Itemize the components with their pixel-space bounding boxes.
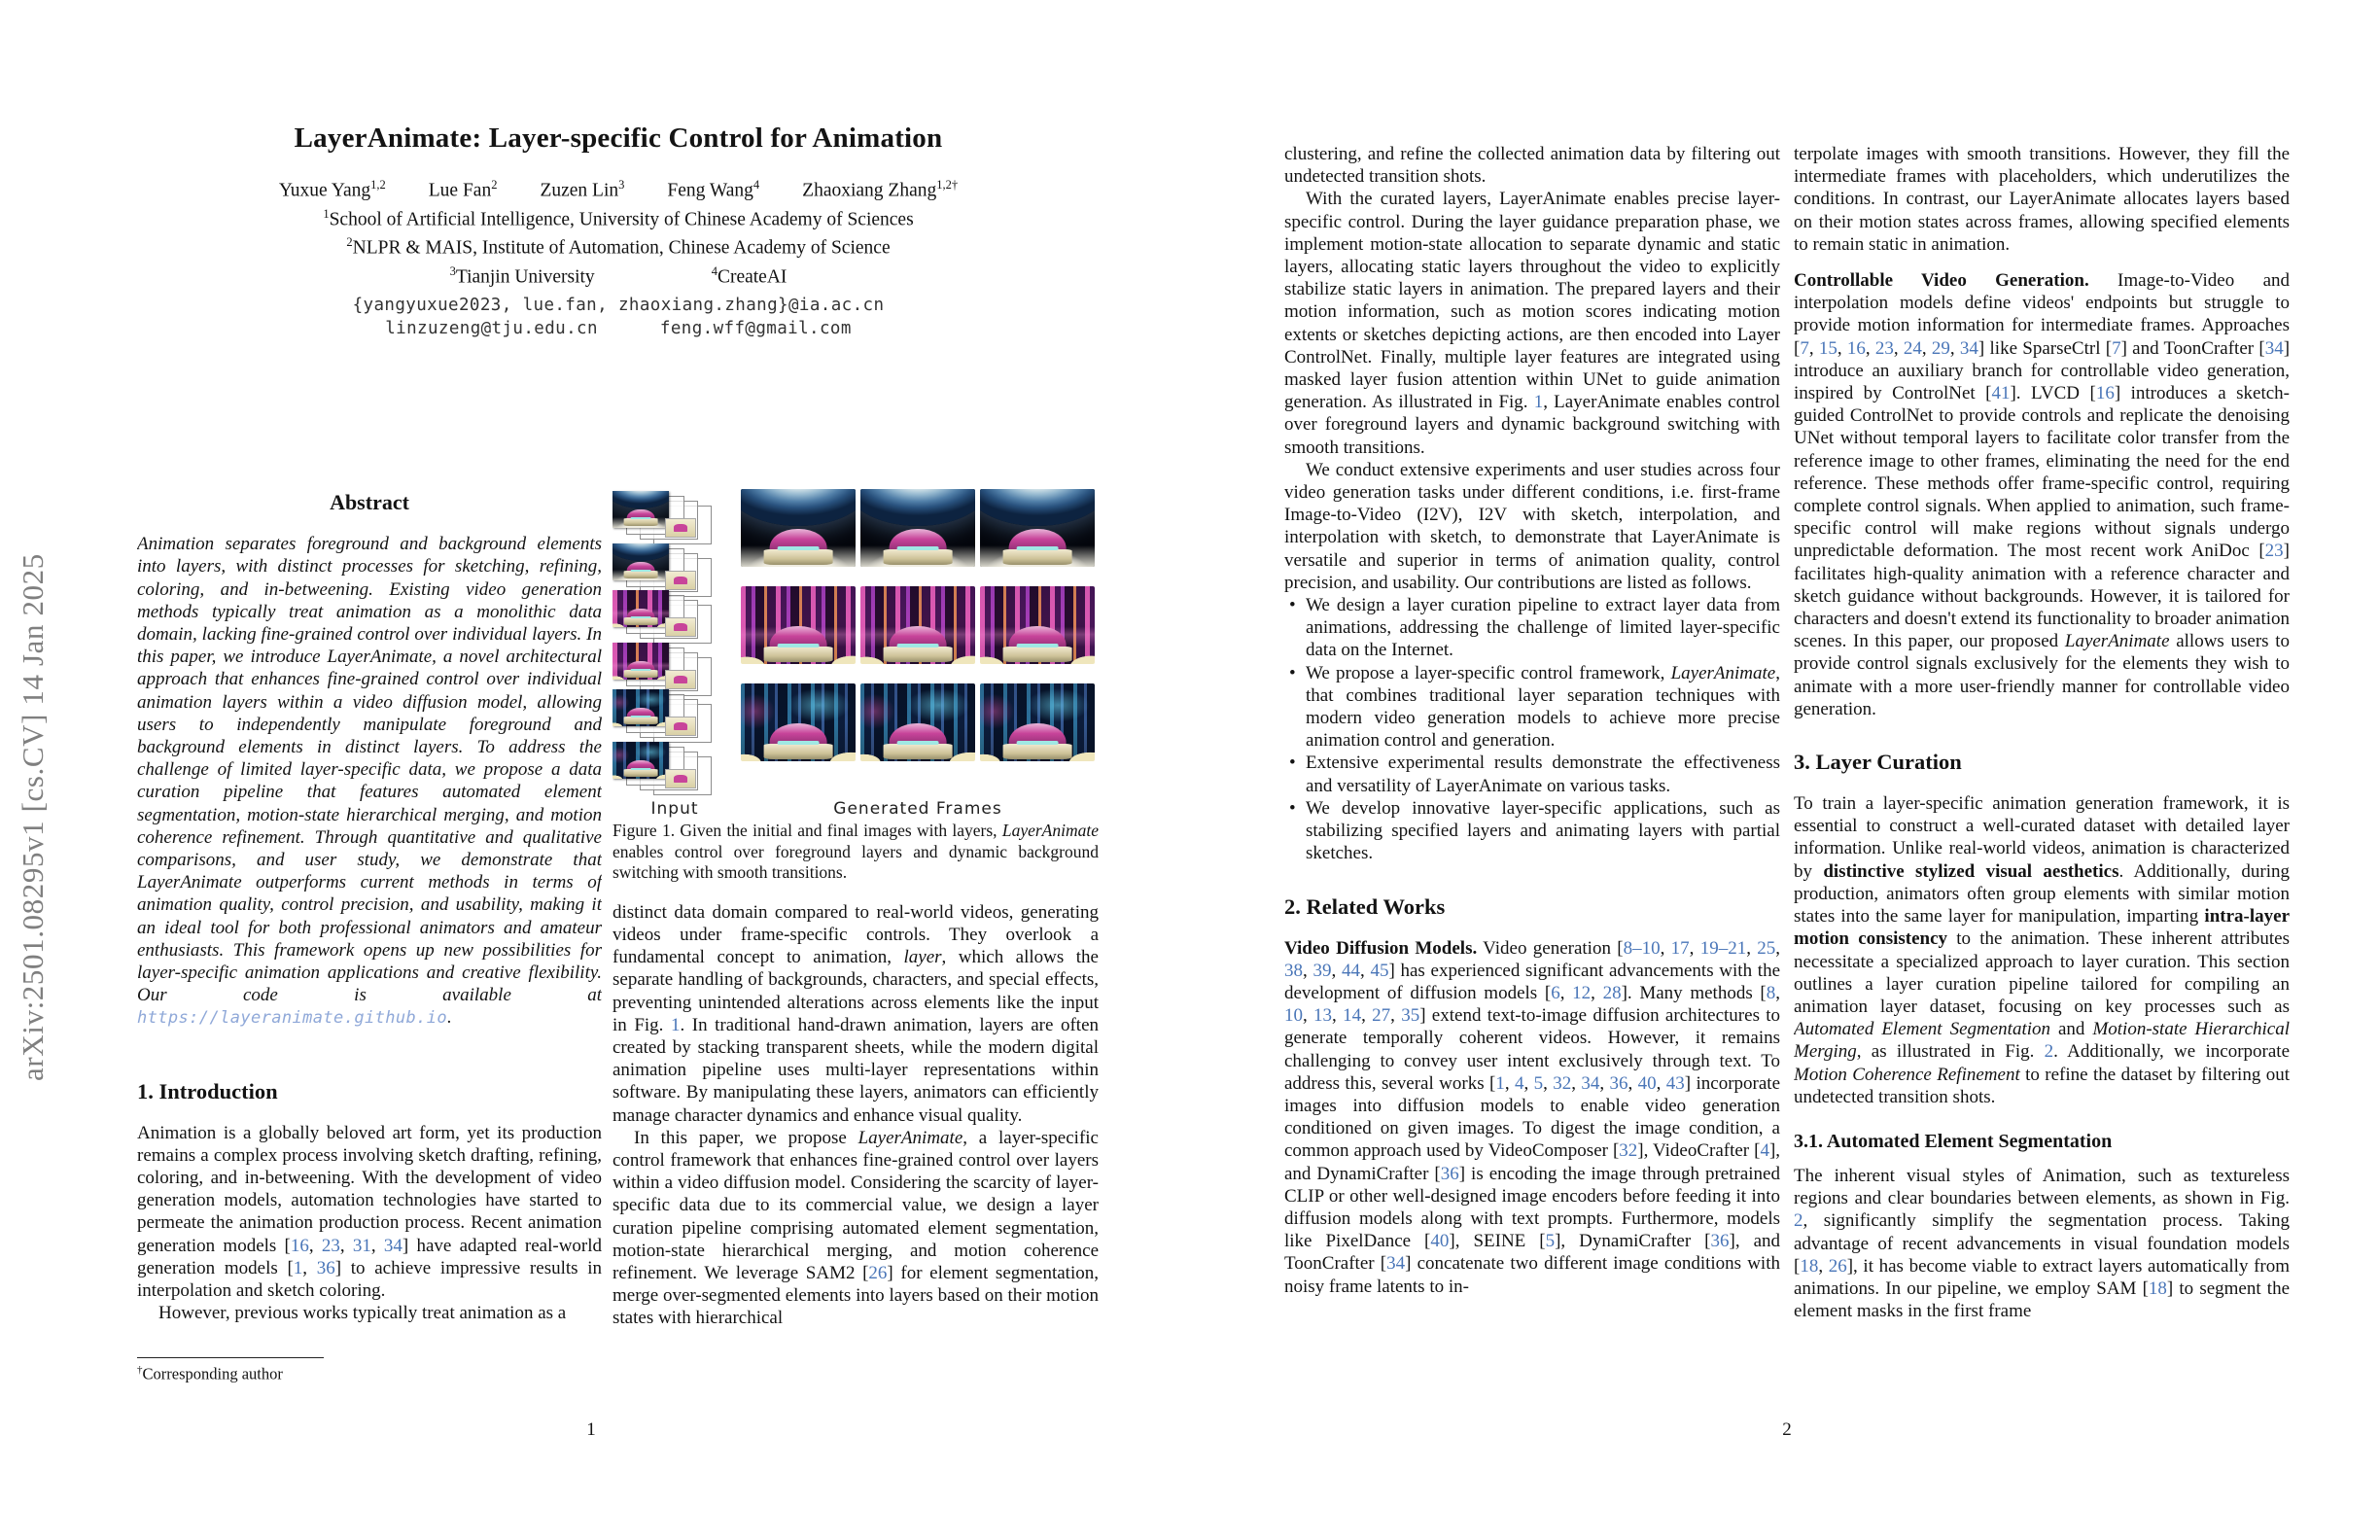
input-layer-stack [612, 643, 731, 693]
citation-link[interactable]: 28 [1602, 982, 1622, 1003]
body-paragraph: clustering, and refine the collected animation data by filtering out undetected transition shots. [1284, 144, 1780, 188]
generated-frame-pink-city [980, 586, 1095, 664]
abstract-heading: Abstract [330, 491, 409, 514]
author: Lue Fan$^2$ [428, 178, 498, 201]
citation-link[interactable]: 4 [1760, 1140, 1769, 1162]
input-layer-stack [612, 491, 731, 542]
title-block [136, 122, 1101, 338]
body-paragraph: Controllable Video Generation. Image-to-Video and interpolation models define videos' endpoints but struggle to provide motion information for intermediate frames. Approaches [7, 15, 16, 23, 24, 29, 34] like SparseCtrl [7] and ToonCrafter [34] introduce an auxiliary branch for controllable video generation, inspired by ControlNet [41]. LVCD [16] introduces a sketch-guided ControlNet to provide controls and replicate the denoising UNet without temporal layers to facilitate color transfer from the reference image to other frames, eliminating the need for the end reference. These methods offer frame-specific control, requiring complete control signals. When applied to animation, such frame-specific control will make regions without signals undergo unpredictable deformation. The most recent work AniDoc [23] facilitates high-quality animation with a reference character and sketch guidance without backgrounds. However, it is tailored for characters and doesn't extend its functionality to broader animation scenes. In this paper, our proposed LayerAnimate allows users to provide control signals exclusively for the elements they wish to animate with a more user-friendly manner for controllable video generation. [1794, 270, 2290, 719]
car-layer-thumbnail [665, 518, 696, 538]
generated-frame-earth [860, 489, 975, 567]
abstract-text: Animation separates foreground and background elements into layers, with distinct processes for sketching, refining, coloring, and in-betweening. Existing video generation methods typically treat animation as a monolithic data domain, lacking fine-grained control over individual layers. In this paper, we introduce LayerAnimate, a novel architectural approach that enhances fine-grained control over individual animation layers within a video diffusion model, allowing users to independently manipulate foreground and background elements in distinct layers. To address the challenge of limited layer-specific data, we propose a data curation pipeline that features automated element segmentation, motion-state hierarchical merging, and motion coherence refinement. Through quantitative and qualitative comparisons, and user study, we demonstrate that LayerAnimate outperforms current methods in terms of animation quality, control precision, and usability, making it an ideal tool for both professional animators and amateur enthusiasts. This framework opens up new possibilities for layer-specific animation applications and creative flexibility. Our code is available at https://layeranimate.github.io. [137, 534, 602, 1029]
citation-link[interactable]: 5 [1545, 1231, 1556, 1252]
contributions-list [1284, 594, 1780, 864]
citation-link[interactable]: 8–10 [1623, 937, 1661, 959]
citation-link[interactable]: 32 [1553, 1072, 1572, 1094]
page1-left-column [137, 491, 602, 1366]
contribution-item: • We propose a layer-specific control framework, LayerAnimate, that combines traditional layer separation techniques with modern video generation models to achieve more precise animation control and generation. [1306, 662, 1780, 752]
affiliation-4: $^4$CreateAI [711, 263, 788, 287]
citation-link[interactable]: 40 [1430, 1231, 1450, 1252]
generated-frame-earth [741, 489, 856, 567]
citation-link[interactable]: 1 [1495, 1072, 1505, 1094]
author: Yuxue Yang$^{1,2}$ [278, 178, 386, 201]
email-line-1: {yangyuxue2023, lue.fan, zhaoxiang.zhang}@ia.ac.cn [352, 296, 885, 315]
affiliation-3-4 [136, 261, 1101, 289]
citation-link[interactable]: 36 [1710, 1231, 1730, 1252]
body-paragraph: With the curated layers, LayerAnimate enables precise layer-specific control. During the layer guidance preparation phase, we implement motion-state allocation to separate dynamic and static layers, allocating static layers throughout the video to explicitly stabilize static layers in animation. The prepared layers and their motion information, such as motion scores indicating motion extents or sketches depicting actions, are then encoded into Layer ControlNet. Finally, multiple layer features are integrated using masked layer fusion attention within UNet to guide animation generation. As illustrated in Fig. 1, LayerAnimate enables control over foreground layers and dynamic background switching with smooth transitions. [1284, 189, 1780, 458]
citation-link[interactable]: 26 [868, 1262, 888, 1283]
citation-link[interactable]: 41 [1991, 383, 2011, 404]
citation-link[interactable]: 6 [1551, 982, 1560, 1003]
citation-link[interactable]: 45 [1370, 960, 1389, 981]
car-layer-thumbnail [665, 617, 696, 637]
citation-link[interactable]: 34 [1959, 337, 1978, 359]
citation-link[interactable]: 19–21 [1699, 937, 1747, 959]
car-layer-thumbnail [665, 717, 696, 736]
input-layer-stack [612, 543, 731, 594]
citation-link[interactable]: 8 [1766, 982, 1776, 1003]
author: Feng Wang$^4$ [667, 178, 760, 201]
input-layer-stack [612, 689, 731, 740]
input-label: Input [650, 799, 699, 819]
citation-link[interactable]: 44 [1341, 960, 1360, 981]
author-line [136, 178, 1101, 202]
contribution-item: • Extensive experimental results demonstrate the effectiveness and versatility of LayerAnimate on various tasks. [1306, 752, 1780, 796]
citation-link[interactable]: 36 [1440, 1163, 1459, 1184]
figure-1 [612, 489, 1099, 884]
contribution-item: • We develop innovative layer-specific applications, such as stabilizing specified layers and animating layers with partial sketches. [1306, 797, 1780, 865]
body-paragraph: terpolate images with smooth transitions. However, they fill the intermediate frames with placeholders, which underutilizes the conditions. In contrast, our LayerAnimate allocates layers based on their motion states across frames, allowing specified elements to remain static in animation. [1794, 144, 2290, 255]
page2-left-column [1284, 143, 1780, 1421]
page2-right-column [1794, 143, 2290, 1421]
body-paragraph: To train a layer-specific animation generation framework, it is essential to construct a well-curated dataset with detailed layer information. Unlike real-world videos, animation is characterized by distinctive stylized visual aesthetics. Additionally, during production, animators often group elements with similar motion states into the same layer for manipulation, imparting intra-layer motion consistency to the animation. These inherent attributes necessitate a specialized approach to layer curation. This section outlines a layer curation pipeline tailored for compiling an animation layer dataset, focusing on key processes such as Automated Element Segmentation and Motion-state Hierarchical Merging, as illustrated in Fig. 2. Additionally, we incorporate Motion Coherence Refinement to refine the dataset by filtering out undetected transition shots. [1794, 793, 2290, 1107]
citation-link[interactable]: 34 [2264, 337, 2284, 359]
citation-link[interactable]: 1 [670, 1014, 681, 1035]
citation-link[interactable]: 23 [321, 1235, 340, 1256]
introduction-heading: 1. Introduction [137, 1078, 278, 1103]
citation-link[interactable]: 23 [2264, 541, 2284, 562]
affiliation-1: $^1$School of Artificial Intelligence, University of Chinese Academy of Sciences [323, 206, 914, 229]
generated-frame-blue-street [741, 683, 856, 761]
page1-right-column [612, 489, 1099, 1403]
email-line-2: linzuzeng@tju.edu.cn feng.wff@gmail.com [385, 319, 852, 338]
citation-link[interactable]: 34 [1581, 1072, 1600, 1094]
email-block [136, 296, 1101, 338]
generated-frame-earth [980, 489, 1095, 567]
generated-frames-label: Generated Frames [833, 799, 1002, 819]
automated-element-segmentation-heading: 3.1. Automated Element Segmentation [1794, 1130, 2113, 1152]
figure-input-layer-stacks [612, 489, 737, 792]
page-number-1: 1 [586, 1419, 596, 1440]
citation-link[interactable]: 29 [1931, 337, 1950, 359]
citation-link[interactable]: 24 [1903, 337, 1922, 359]
citation-link[interactable]: 15 [1818, 337, 1838, 359]
citation-link[interactable]: 17 [1670, 937, 1690, 959]
corresponding-author-footnote: †Corresponding author [137, 1357, 602, 1384]
citation-link[interactable]: 34 [1386, 1253, 1406, 1275]
citation-link[interactable]: 25 [1757, 937, 1776, 959]
car-layer-thumbnail [665, 670, 696, 689]
figure-labels [612, 798, 1099, 821]
affiliation-3: $^3$Tianjin University [449, 263, 595, 287]
citation-link[interactable]: 2 [2044, 1041, 2054, 1063]
citation-link[interactable]: 4 [1514, 1072, 1524, 1094]
citation-link[interactable]: 32 [1619, 1140, 1638, 1162]
citation-link[interactable]: 16 [290, 1235, 309, 1256]
citation-link[interactable]: 16 [2095, 383, 2115, 404]
citation-link[interactable]: 34 [383, 1235, 402, 1256]
input-layer-stack [612, 590, 731, 641]
layer-curation-heading: 3. Layer Curation [1794, 750, 1962, 775]
citation-link[interactable]: 12 [1572, 982, 1592, 1003]
citation-link[interactable]: 35 [1401, 1005, 1420, 1027]
citation-link[interactable]: 36 [1609, 1072, 1628, 1094]
car-layer-thumbnail [665, 769, 696, 788]
generated-frame-pink-city [860, 586, 975, 664]
arxiv-watermark: arXiv:2501.08295v1 [cs.CV] 14 Jan 2025 [16, 553, 50, 1081]
citation-link[interactable]: 1 [1533, 392, 1544, 413]
citation-link[interactable]: 5 [1533, 1072, 1544, 1094]
citation-link[interactable]: 38 [1284, 960, 1303, 981]
citation-link[interactable]: 18 [1800, 1255, 1819, 1277]
generated-frame-pink-city [741, 586, 856, 664]
paper-url-link[interactable]: https://layeranimate.github.io [137, 1008, 448, 1029]
citation-link[interactable]: 7 [1800, 337, 1809, 359]
citation-link[interactable]: 23 [1874, 337, 1894, 359]
citation-link[interactable]: 39 [1312, 960, 1332, 981]
citation-link[interactable]: 18 [2148, 1278, 2167, 1299]
affiliation-2: $^2$NLPR & MAIS, Institute of Automation, Chinese Academy of Science [346, 235, 891, 259]
related-works-heading: 2. Related Works [1284, 893, 1446, 919]
citation-link[interactable]: 16 [1846, 337, 1866, 359]
contribution-item: • We design a layer curation pipeline to extract layer data from animations, addressing the challenge of limited layer-specific data on the Internet. [1306, 594, 1780, 662]
page-number-2: 2 [1782, 1419, 1792, 1440]
citation-link[interactable]: 1 [293, 1257, 303, 1278]
citation-link[interactable]: 26 [1828, 1255, 1847, 1277]
body-paragraph: Video Diffusion Models. Video generation [8–10, 17, 19–21, 25, 38, 39, 44, 45] has experienced significant advancements with the development of diffusion models [6, 12, 28]. Many methods [8, 10, 13, 14, 27, 35] extend text-to-image diffusion architectures to generate temporally coherent videos. However, it remains challenging to convey user intent exclusively through text. To address this, several works [1, 4, 5, 32, 34, 36, 40, 43] incorporate images into diffusion models to enable video generation conditioned on given images. To digest the image condition, a common approach used by VideoComposer [32], VideoCrafter [4], and DynamiCrafter [36] is encoding the image through pretrained CLIP or other well-designed image encoders before feeding it into diffusion models along with text prompts. Furthermore, models like PixelDance [40], SEINE [5], DynamiCrafter [36], and ToonCrafter [34] concatenate two different image conditions with noisy frame latents to in- [1284, 937, 1780, 1297]
car-layer-thumbnail [665, 571, 696, 590]
author: Zhaoxiang Zhang$^{1,2\dagger}$ [802, 178, 959, 201]
citation-link[interactable]: 7 [2112, 337, 2121, 359]
body-paragraph: We conduct extensive experiments and user studies across four video generation tasks under different conditions, i.e. first-frame Image-to-Video (I2V), I2V with sketch, interpolation, and interpolation with sketch, to demonstrate that LayerAnimate is versatile and superior in terms of animation quality, control precision, and usability. Our contributions are listed as follows. [1284, 459, 1780, 593]
input-layer-stack [612, 742, 731, 792]
citation-link[interactable]: 13 [1313, 1005, 1333, 1027]
citation-link[interactable]: 31 [352, 1235, 371, 1256]
citation-link[interactable]: 10 [1284, 1005, 1303, 1027]
body-paragraph: distinct data domain compared to real-world videos, generating videos under frame-specific controls. They overlook a fundamental concept to animation, layer, which allows the separate handling of backgrounds, characters, and special effects, preventing unintended alterations across elements like the input in Fig. 1. In traditional hand-drawn animation, layers are often created by stacking transparent sheets, while the modern digital animation pipeline uses multi-layer representations within software. By manipulating these layers, animators can efficiently manage character dynamics and enhance visual quality. [612, 901, 1099, 1126]
citation-link[interactable]: 27 [1372, 1005, 1391, 1027]
body-paragraph: The inherent visual styles of Animation, such as textureless regions and clear boundaries between elements, as shown in Fig. 2, significantly simplify the segmentation process. Taking advantage of recent advancements in visual foundation models [18, 26], it has become viable to extract layers automatically from animations. In our pipeline, we employ SAM [18] to segment the element masks in the first frame [1794, 1165, 2290, 1322]
citation-link[interactable]: 40 [1637, 1072, 1657, 1094]
generated-frame-blue-street [980, 683, 1095, 761]
body-paragraph: In this paper, we propose LayerAnimate, a layer-specific control framework that enhances fine-grained control over layers within a video diffusion model. Considering the scarcity of layer-specific data due to its commercial value, we design a layer curation pipeline comprising automated element segmentation, motion-state hierarchical merging, and motion coherence refinement. We leverage SAM2 [26] for element segmentation, merge over-segmented elements into layers based on their motion states with hierarchical [612, 1127, 1099, 1329]
citation-link[interactable]: 2 [1794, 1210, 1803, 1232]
paper-title: LayerAnimate: Layer-specific Control for Animation [294, 122, 943, 154]
citation-link[interactable]: 43 [1665, 1072, 1685, 1094]
intro-paragraph: However, previous works typically treat animation as a [158, 1303, 567, 1324]
figure-1-caption: Figure 1. Given the initial and final images with layers, LayerAnimate enables control over foreground layers and dynamic background switching with smooth transitions. [612, 821, 1099, 883]
intro-paragraph: Animation is a globally beloved art form, yet its production remains a complex process involving sketch drafting, refining, coloring, and in-betweening. With the development of video generation models, automation technologies have started to permeate the animation production process. Recent animation generation models [16, 23, 31, 34] have adapted real-world generation models [1, 36] to achieve impressive results in interpolation and sketch coloring. [137, 1122, 602, 1302]
citation-link[interactable]: 36 [316, 1257, 335, 1278]
citation-link[interactable]: 14 [1343, 1005, 1362, 1027]
generated-frame-blue-street [860, 683, 975, 761]
figure-generated-frames-grid [741, 489, 1095, 792]
author: Zuzen Lin$^3$ [540, 178, 625, 201]
